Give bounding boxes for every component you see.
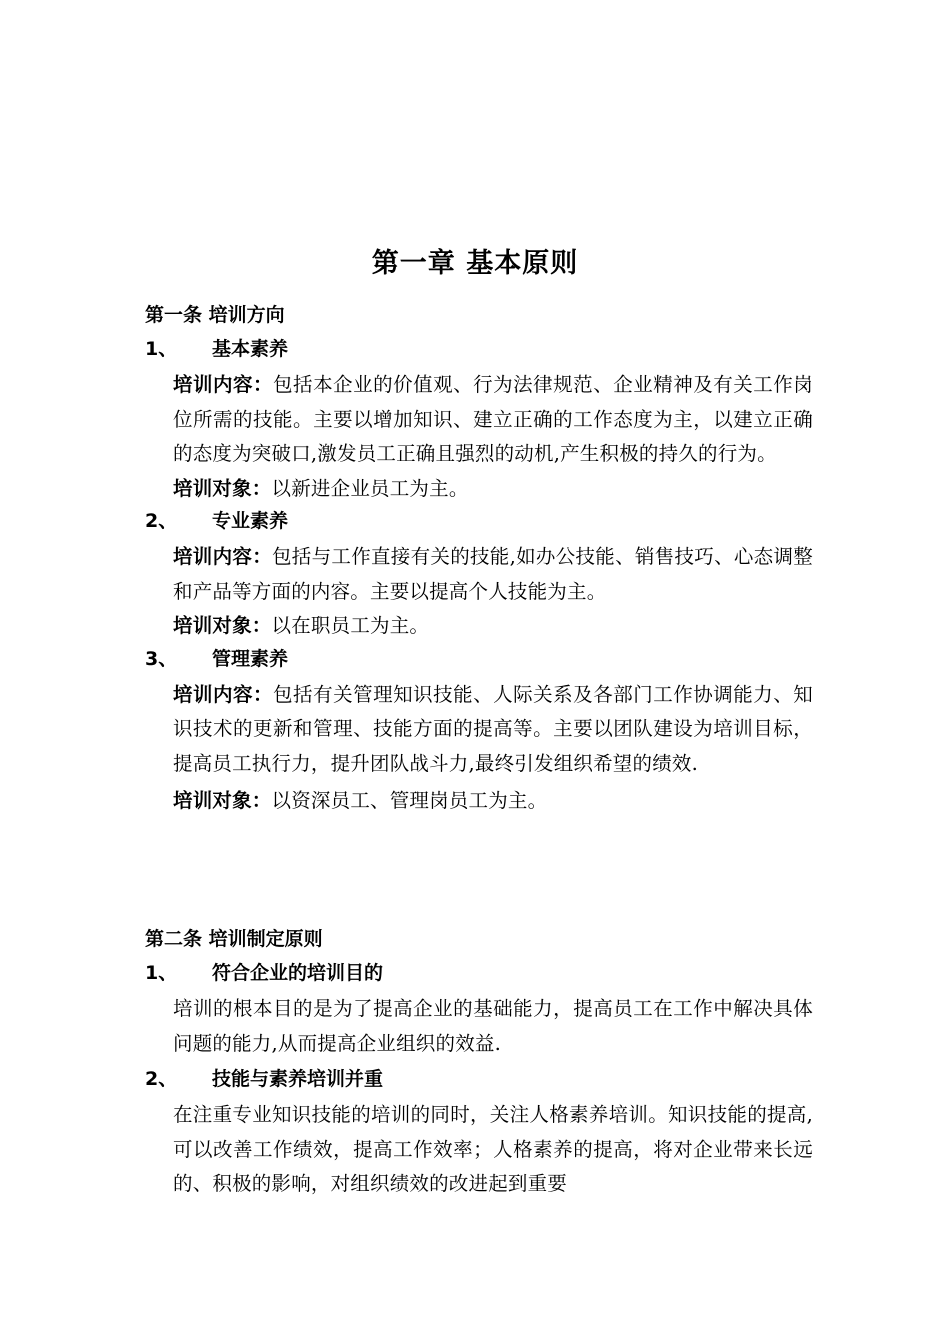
- principle-paragraph: 在注重专业知识技能的培训的同时，关注人格素养培训。知识技能的提高,可以改善工作绩效，提高工作效率；人格素养的提高，将对企业带来长远的、积极的影响，对组织绩效的改进起到重要: [173, 1103, 813, 1195]
- article-1: [145, 300, 825, 819]
- training-target-paragraph: [173, 609, 813, 644]
- item-number: 1、: [145, 962, 178, 984]
- target-label: 培训对象：: [173, 476, 272, 500]
- target-label: 培训对象：: [173, 789, 272, 812]
- item-heading-text: 符合企业的培训目的: [212, 962, 384, 984]
- article-1-item-2-heading: [145, 506, 825, 540]
- content-text: 包括本企业的价值观、行为法律规范、企业精神及有关工作岗位所需的技能。主要以增加知识、建立正确的工作态度为主，以建立正确的态度为突破口,激发员工正确且强烈的动机,产生积极的持久的行为。: [173, 373, 813, 465]
- content-label: 培训内容：: [173, 545, 272, 568]
- content-label: 培训内容：: [173, 682, 274, 706]
- content-text: 包括与工作直接有关的技能,如办公技能、销售技巧、心态调整和产品等方面的内容。主要以提高个人技能为主。: [173, 545, 813, 603]
- item-heading-text: 技能与素养培训并重: [212, 1068, 384, 1090]
- item-heading-text: 管理素养: [212, 647, 289, 670]
- item-heading-text: 基本素养: [212, 338, 289, 360]
- article-1-item-3-heading: [145, 644, 825, 678]
- training-content-paragraph: [173, 678, 813, 782]
- item-number: 2、: [145, 1068, 178, 1090]
- target-text: 以资深员工、管理岗员工为主。: [271, 789, 548, 812]
- target-text: 以新进企业员工为主。: [271, 476, 469, 500]
- article-2: [145, 924, 825, 1202]
- target-label: 培训对象：: [173, 614, 272, 637]
- item-number: 3、: [145, 647, 178, 670]
- article-2-item-1-heading: [145, 958, 825, 992]
- item-number: 2、: [145, 510, 178, 532]
- article-2-item-2-heading: [145, 1064, 825, 1098]
- article-1-title: 第一条 培训方向: [145, 304, 285, 326]
- training-target-paragraph: [173, 784, 813, 819]
- article-1-item-1-heading: [145, 334, 825, 368]
- target-text: 以在职员工为主。: [271, 614, 430, 637]
- principle-paragraph: 培训的根本目的是为了提高企业的基础能力，提高员工在工作中解决具体问题的能力,从而提高企业组织的效益.: [173, 997, 813, 1055]
- training-target-paragraph: [173, 472, 813, 507]
- training-content-paragraph: [173, 540, 813, 609]
- training-content-paragraph: [173, 368, 813, 472]
- item-number: 1、: [145, 338, 178, 360]
- content-text: 包括有关管理知识技能、人际关系及各部门工作协调能力、知识技术的更新和管理、技能方面的提高等。主要以团队建设为培训目标，提高员工执行力，提升团队战斗力,最终引发组织希望的绩效.: [173, 682, 813, 775]
- article-2-title: 第二条 培训制定原则: [145, 928, 323, 950]
- content-label: 培训内容：: [173, 373, 274, 396]
- item-heading-text: 专业素养: [212, 510, 289, 532]
- chapter-title: 第一章 基本原则: [371, 248, 579, 279]
